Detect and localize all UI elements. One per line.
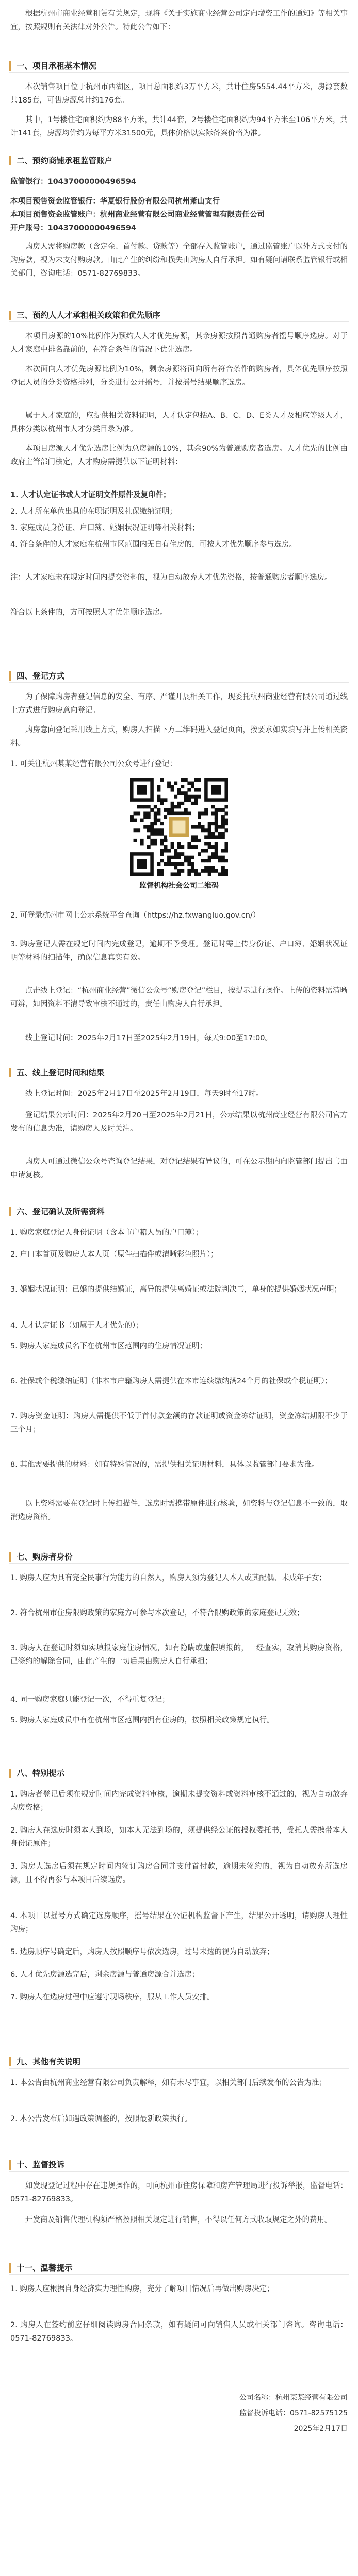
section-title-text: 十、监督投诉 (17, 2160, 65, 2170)
section-marker (9, 1207, 11, 1216)
s1-paragraph-2: 其中，1号楼住宅面积约为88平方米，共计44套，2号楼住宅面积约为94平方米至106平方米，共计141套，房源均价约为每平方米31500元，具体价格以实际备案价格为准。 (10, 116, 348, 138)
s8-item-2: 2. 购房人在选房时须本人到场，如本人无法到场的，须提供经公证的授权委托书，受托人需携带本人身份证原件； (10, 1826, 348, 1848)
s11-item-2: 2. 购房人在签约前应仔细阅读购房合同条款，如有疑问可向销售人员或相关部门咨询。咨询电话：0571-82769833。 (10, 2321, 348, 2343)
section-marker (9, 1552, 11, 1562)
s8-item-4: 4. 本项目以摇号方式确定选房顺序，摇号结果在公证机构监督下产生，结果公开透明，请购房人理性购房； (10, 1912, 348, 1934)
s3-closing: 符合以上条件的，方可按照人才优先顺序选房。 (10, 608, 168, 617)
s3-paragraph-1: 本项目房源的10%比例作为预约人人才优先房源，其余房源按照普通购房者摇号顺序选房。对于人才家庭中排名靠前的，在符合条件的情况下优先选房。 (10, 332, 348, 354)
section-marker (9, 156, 11, 165)
s4-paragraph-3: 点击线上登记：“杭州商业经营”微信公众号“购房登记”栏目，按提示进行操作。上传的资料需清晰可辨，如因资料不清导致审核不通过的，责任由购房人自行承担。 (10, 987, 348, 1008)
intro-paragraph: 根据杭州市商业经营租赁有关规定，现将《关于实施商业经营公司定向增资工作的通知》等相关事宜，按照规则有关法律对外公告。特此公告如下： (10, 10, 348, 31)
section-title-1 (9, 60, 349, 73)
section-title-2 (9, 155, 349, 167)
s2-account-name: 本项目预售资金监管账户：杭州商业经营有限公司商业经营管理有限责任公司 (10, 211, 265, 219)
s7-item-3: 3. 购房人在登记时须如实填报家庭住房情况，如有隐瞒或虚假填报的，一经查实，取消其购房资格，已签约的解除合同，由此产生的一切后果由购房人自行承担； (10, 1644, 348, 1666)
s8-item-6: 6. 人才优先房源选完后，剩余房源与普通房源合并选房； (10, 1971, 200, 1979)
section-title-11 (9, 2262, 349, 2275)
s3-item-1: 1. 人才认定证书或人才证明文件原件及复印件； (10, 491, 171, 499)
s6-item-1: 1. 购房家庭登记人身份证明（含本市户籍人员的户口簿）； (10, 1229, 203, 1237)
section-title-9 (9, 2056, 349, 2069)
s4-item-1: 1. 可关注杭州某某经营有限公司公众号进行登记： (10, 760, 177, 768)
section-title-text: 四、登记方式 (17, 671, 65, 681)
s1-paragraph-1: 本次销售项目位于杭州市西湖区，项目总面积约3万平方米，共计住房5554.44平方米，房源套数共185套，可售房源总计约176套。 (10, 83, 348, 105)
qr-code-icon (130, 778, 228, 876)
section-marker (9, 2057, 11, 2066)
s4-paragraph-1: 为了保障购房者登记信息的安全、有序、严谨开展相关工作，现委托杭州商业经营有限公司通过线上方式进行购房意向登记。 (10, 693, 348, 715)
section-title-text: 二、预约商铺承租监管账户 (17, 156, 113, 165)
section-title-8 (9, 1767, 349, 1780)
footer-company: 公司名称：杭州某某经营有限公司 (239, 2394, 348, 2402)
section-title-10 (9, 2159, 349, 2172)
section-marker (9, 1068, 11, 1077)
section-title-3 (9, 309, 349, 322)
section-title-7 (9, 1551, 349, 1564)
section-title-text: 七、购房者身份 (17, 1552, 73, 1562)
s11-item-1: 1. 购房人应根据自身经济实力理性购房，充分了解项目情况后再做出购房决定； (10, 2285, 274, 2293)
section-marker (9, 2160, 11, 2170)
s7-item-4: 4. 同一购房家庭只能登记一次，不得重复登记； (10, 1696, 170, 1704)
qr-code-image (130, 778, 228, 876)
section-title-text: 九、其他有关说明 (17, 2057, 81, 2066)
section-marker (9, 311, 11, 320)
s6-item-7: 7. 购房资金证明：购房人需提供不低于首付款金额的存款证明或资金冻结证明，资金冻结期限不少于三个月； (10, 1412, 348, 1434)
section-title-text: 一、项目承租基本情况 (17, 61, 97, 71)
s7-item-1: 1. 购房人应为具有完全民事行为能力的自然人，购房人须为登记人本人或其配偶、未成年子女； (10, 1574, 327, 1582)
section-marker (9, 61, 11, 71)
s3-paragraph-4: 本项目房源人才优先选房比例为总房源的10%，其余90%为普通购房者选房。人才优先的比例由政府主管部门核定，人才购房需提供以下证明材料： (10, 445, 348, 466)
s7-item-5: 5. 购房人家庭成员中有在杭州市区范围内拥有住房的，按照相关政策规定执行。 (10, 1716, 274, 1724)
s7-item-2: 2. 符合杭州市住房限购政策的家庭方可参与本次登记，不符合限购政策的家庭登记无效； (10, 1609, 304, 1617)
section-title-6 (9, 1206, 349, 1218)
section-title-5 (9, 1066, 349, 1079)
s3-item-3: 3. 家庭成员身份证、户口簿、婚姻状况证明等相关材料； (10, 524, 200, 532)
s5-paragraph-2: 登记结果公示时间：2025年2月20日至2025年2月21日，公示结果以杭州商业经营有限公司官方发布的信息为准，请购房人及时关注。 (10, 1111, 348, 1133)
s8-item-3: 3. 购房人选房后须在规定时间内签订购房合同并支付首付款，逾期未签约的，视为自动放弃所选房源，且不得再参与本项目后续选房。 (10, 1862, 348, 1884)
s3-note: 注：人才家庭未在规定时间内提交资料的，视为自动放弃人才优先资格，按普通购房者顺序选房。 (10, 573, 332, 582)
qr-caption: 监督机构社会公司二维码 (139, 882, 219, 890)
s10-paragraph-2: 开发商及销售代理机构须严格按照相关规定进行销售，不得以任何方式收取规定之外的费用。 (25, 2216, 332, 2224)
s8-item-5: 5. 选房顺序号确定后，购房人按照顺序号依次选房，过号未选的视为自动放弃； (10, 1948, 274, 1956)
section-marker (9, 671, 11, 681)
s6-item-2: 2. 户口本首页及购房人本人页（原件扫描件或清晰彩色照片）； (10, 1250, 218, 1259)
s5-paragraph-1: 线上登记时间：2025年2月17日至2025年2月19日，每天9时至17时。 (25, 1090, 264, 1098)
s3-item-2: 2. 人才所在单位出具的在职证明及社保缴纳证明； (10, 507, 177, 516)
section-title-text: 六、登记确认及所需资料 (17, 1207, 105, 1216)
s5-paragraph-3: 购房人可通过微信公众号查询登记结果，对登记结果有异议的，可在公示期内向监管部门提出书面申请复核。 (10, 1158, 348, 1179)
s8-item-7: 7. 购房人在选房过程中应遵守现场秩序，服从工作人员安排。 (10, 1993, 215, 2002)
s3-paragraph-2: 本次面向人才优先房源比例为10%，剩余房源将面向所有符合条件的购房者，具体优先顺序按照登记人员的分类资格排列，分类进行公开摇号，并按摇号结果顺序选房。 (10, 365, 348, 387)
s2-paragraph: 购房人需将购房款（含定金、首付款、贷款等）全部存入监管账户，通过监管账户以外方式支付的购房款，视为未支付购房款。由此产生的纠纷和损失由购房人自行承担。如有疑问请联系监管银行或相关部门，咨询电话：0571-82769833。 (10, 243, 348, 278)
section-marker (9, 2263, 11, 2273)
s4-item-2: 2. 可登录杭州市网上公示系统平台查询（https://hz.fxwangluo.gov.cn/） (10, 911, 261, 920)
s4-paragraph-4: 线上登记时间：2025年2月17日至2025年2月19日，每天9:00至17:00。 (25, 1034, 273, 1042)
s6-note: 以上资料需要在登记时上传扫描件，选房时需携带原件进行核验，如资料与登记信息不一致的，取消选房资格。 (10, 1500, 348, 1521)
section-marker (9, 1769, 11, 1778)
s8-item-1: 1. 购房者登记后须在规定时间内完成资料审核，逾期未提交资料或资料审核不通过的，视为自动放弃购房资格； (10, 1790, 348, 1812)
footer-date: 2025年2月17日 (294, 2425, 348, 2433)
section-title-text: 八、特别提示 (17, 1769, 65, 1778)
s6-item-3: 3. 婚姻状况证明：已婚的提供结婚证，离异的提供离婚证或法院判决书，单身的提供婚姻状况声明； (10, 1285, 341, 1294)
s4-item-3: 3. 购房登记人需在规定时间内完成登记，逾期不予受理。登记时需上传身份证、户口簿、婚姻状况证明等材料的扫描件，确保信息真实有效。 (10, 940, 348, 962)
s3-item-4: 4. 符合条件的人才家庭在杭州市区范围内无自有住房的，可按人才优先顺序参与选房。 (10, 540, 297, 549)
section-title-text: 三、预约人人才承租相关政策和优先顺序 (17, 311, 161, 320)
s3-paragraph-3: 属于人才家庭的，应提供相关资料证明，人才认定包括A、B、C、D、E类人才及相应等级人才，具体分类以杭州市人才分类目录为准。 (10, 412, 348, 433)
section-title-text: 十一、温馨提示 (17, 2263, 73, 2273)
s4-paragraph-2: 购房意向登记采用线上方式，购房人扫描下方二维码进入登记页面，按要求如实填写并上传相关资料。 (10, 726, 348, 748)
s2-account-no: 开户账号：10437000000496594 (10, 224, 137, 232)
section-title-4 (9, 670, 349, 683)
section-title-text: 五、线上登记时间和结果 (17, 1068, 105, 1077)
s6-item-6: 6. 社保或个税缴纳证明（非本市户籍购房人需提供在本市连续缴纳满24个月的社保或个税证明）； (10, 1377, 333, 1385)
s9-item-1: 1. 本公告由杭州商业经营有限公司负责解释，如有未尽事宜，以相关部门后续发布的公告为准； (10, 2079, 327, 2087)
s9-item-2: 2. 本公告发布后如遇政策调整的，按照最新政策执行。 (10, 2115, 192, 2123)
s6-item-5: 5. 购房人家庭成员名下在杭州市区范围内的住房情况证明； (10, 1342, 207, 1350)
footer-phone: 监督投诉电话：0571-82575125 (239, 2409, 348, 2417)
s2-account-number: 监管银行：10437000000496594 (10, 178, 137, 186)
s6-item-4: 4. 人才认定证书（如属于人才优先的）； (10, 1321, 143, 1330)
s2-bank: 本项目预售资金监管银行：华夏银行股份有限公司杭州萧山支行 (10, 197, 220, 206)
s10-paragraph-1: 如发现登记过程中存在违规操作的，可向杭州市住房保障和房产管理局进行投诉举报，监督电话：0571-82769833。 (10, 2182, 348, 2204)
s6-item-8: 8. 其他需要提供的材料：如有特殊情况的，需提供相关证明材料，具体以监管部门要求为准。 (10, 1461, 319, 1469)
